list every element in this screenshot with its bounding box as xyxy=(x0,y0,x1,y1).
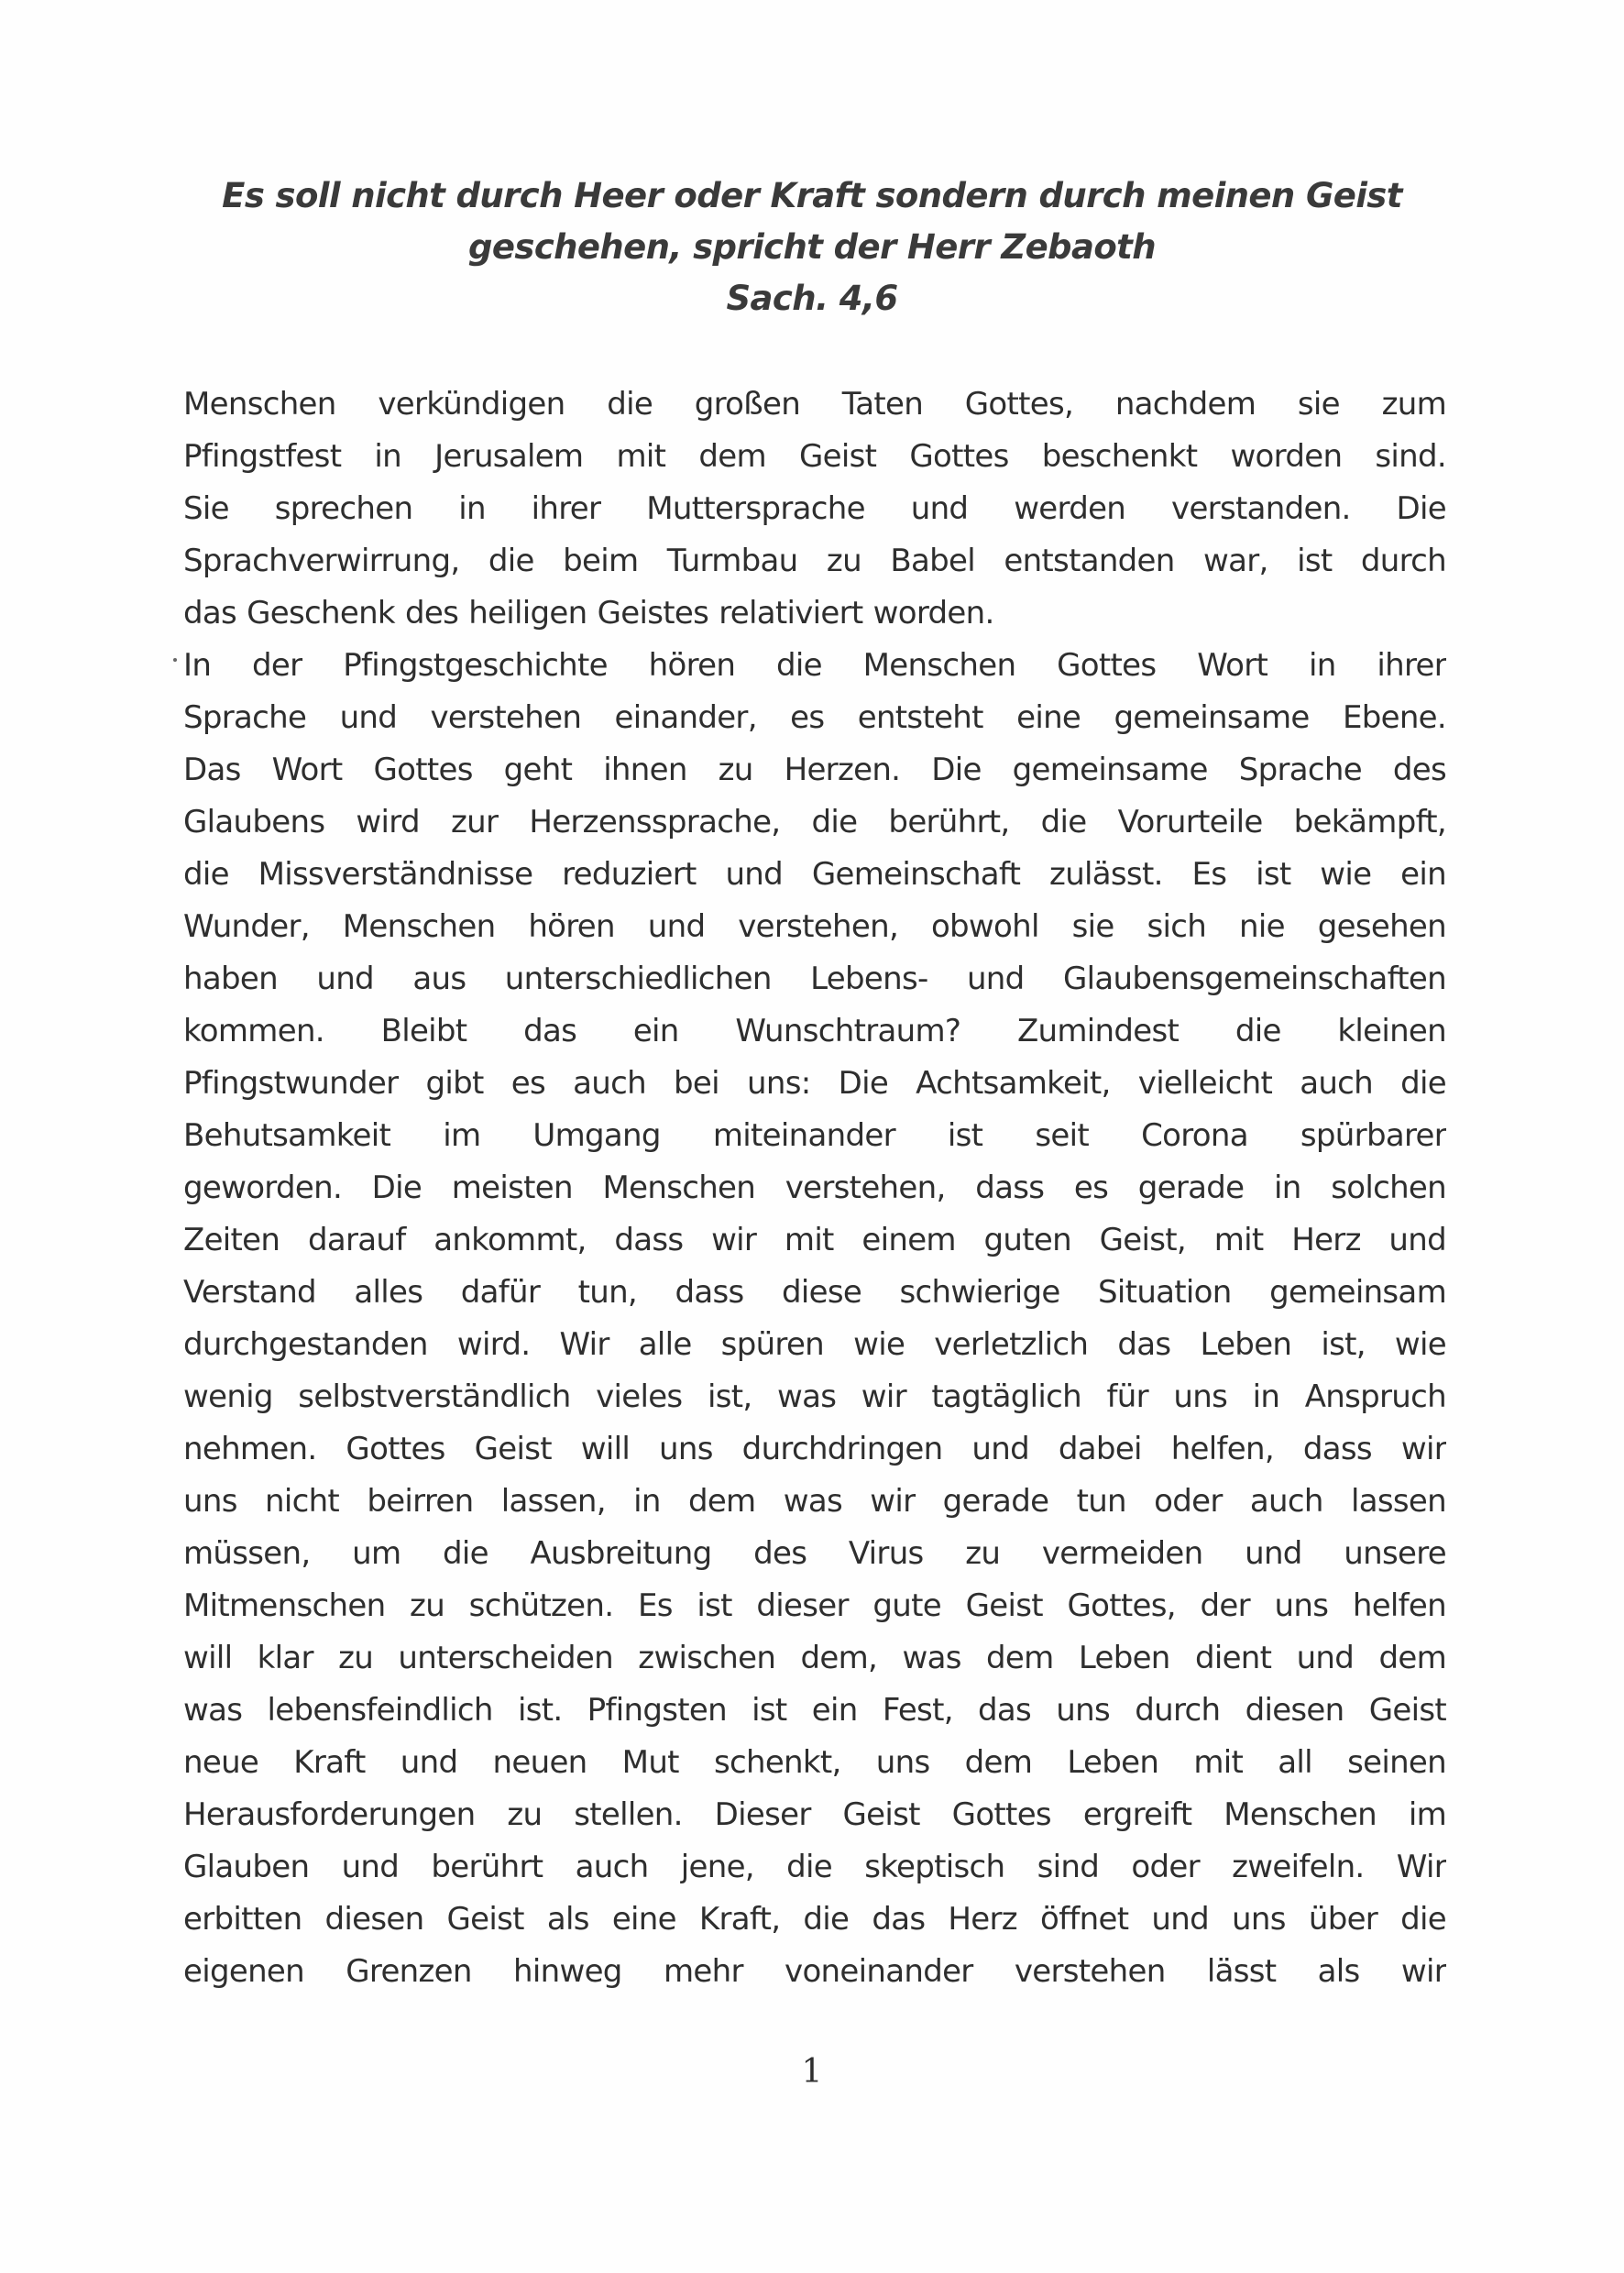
text-line: Menschen verkündigen die großen Taten Gottes, nachdem sie zum xyxy=(183,386,1446,423)
heading-reference: Sach. 4,6 xyxy=(726,279,898,318)
text-line: eigenen Grenzen hinweg mehr voneinander verstehen lässt als wir xyxy=(183,1953,1446,1990)
text-line: müssen, um die Ausbreitung des Virus zu vermeiden und unsere xyxy=(183,1535,1446,1572)
text-line: In der Pfingstgeschichte hören die Menschen Gottes Wort in ihrer xyxy=(183,647,1446,684)
text-line: Sprache und verstehen einander, es entsteht eine gemeinsame Ebene. xyxy=(183,699,1446,736)
text-line: geworden. Die meisten Menschen verstehen, dass es gerade in solchen xyxy=(183,1169,1446,1206)
text-line: Glaubens wird zur Herzenssprache, die berührt, die Vorurteile bekämpft, xyxy=(183,804,1446,840)
text-line: Das Wort Gottes geht ihnen zu Herzen. Die gemeinsame Sprache des xyxy=(183,752,1446,788)
text-line: wenig selbstverständlich vieles ist, was wir tagtäglich für uns in Anspruch xyxy=(183,1378,1446,1415)
body-text xyxy=(183,379,1446,1998)
text-line: was lebensfeindlich ist. Pfingsten ist ein Fest, das uns durch diesen Geist xyxy=(183,1692,1446,1729)
scripture-heading xyxy=(183,170,1441,324)
heading-line: Es soll nicht durch Heer oder Kraft sondern durch meinen Geist xyxy=(222,176,1402,215)
text-line: Pfingstwunder gibt es auch bei uns: Die Achtsamkeit, vielleicht auch die xyxy=(183,1065,1446,1102)
text-line: Sie sprechen in ihrer Muttersprache und werden verstanden. Die xyxy=(183,490,1446,527)
text-line: Glauben und berührt auch jene, die skeptisch sind oder zweifeln. Wir xyxy=(183,1849,1446,1885)
text-line: durchgestanden wird. Wir alle spüren wie verletzlich das Leben ist, wie xyxy=(183,1326,1446,1363)
text-line: das Geschenk des heiligen Geistes relativiert worden. xyxy=(183,595,994,631)
text-line: haben und aus unterschiedlichen Lebens- und Glaubensgemeinschaften xyxy=(183,961,1446,997)
text-line: Verstand alles dafür tun, dass diese schwierige Situation gemeinsam xyxy=(183,1274,1446,1311)
text-line: Wunder, Menschen hören und verstehen, obwohl sie sich nie gesehen xyxy=(183,908,1446,945)
text-line: Mitmenschen zu schützen. Es ist dieser gute Geist Gottes, der uns helfen xyxy=(183,1587,1446,1624)
text-line: kommen. Bleibt das ein Wunschtraum? Zumindest die kleinen xyxy=(183,1013,1446,1049)
text-line: Pfingstfest in Jerusalem mit dem Geist Gottes beschenkt worden sind. xyxy=(183,438,1446,475)
heading-line: geschehen, spricht der Herr Zebaoth xyxy=(468,227,1156,267)
text-line: neue Kraft und neuen Mut schenkt, uns dem Leben mit all seinen xyxy=(183,1744,1446,1781)
text-line: die Missverständnisse reduziert und Gemeinschaft zulässt. Es ist wie ein xyxy=(183,856,1446,893)
text-line: will klar zu unterscheiden zwischen dem, was dem Leben dient und dem xyxy=(183,1640,1446,1676)
text-line: Zeiten darauf ankommt, dass wir mit einem guten Geist, mit Herz und xyxy=(183,1222,1446,1258)
scan-speck xyxy=(173,658,177,662)
text-line: Behutsamkeit im Umgang miteinander ist seit Corona spürbarer xyxy=(183,1117,1446,1154)
text-line: erbitten diesen Geist als eine Kraft, die das Herz öffnet und uns über die xyxy=(183,1901,1446,1938)
page-number: 1 xyxy=(801,2053,823,2091)
text-line: Sprachverwirrung, die beim Turmbau zu Babel entstanden war, ist durch xyxy=(183,543,1446,579)
text-line: uns nicht beirren lassen, in dem was wir gerade tun oder auch lassen xyxy=(183,1483,1446,1520)
text-line: Herausforderungen zu stellen. Dieser Geist Gottes ergreift Menschen im xyxy=(183,1796,1446,1833)
text-line: nehmen. Gottes Geist will uns durchdringen und dabei helfen, dass wir xyxy=(183,1431,1446,1467)
